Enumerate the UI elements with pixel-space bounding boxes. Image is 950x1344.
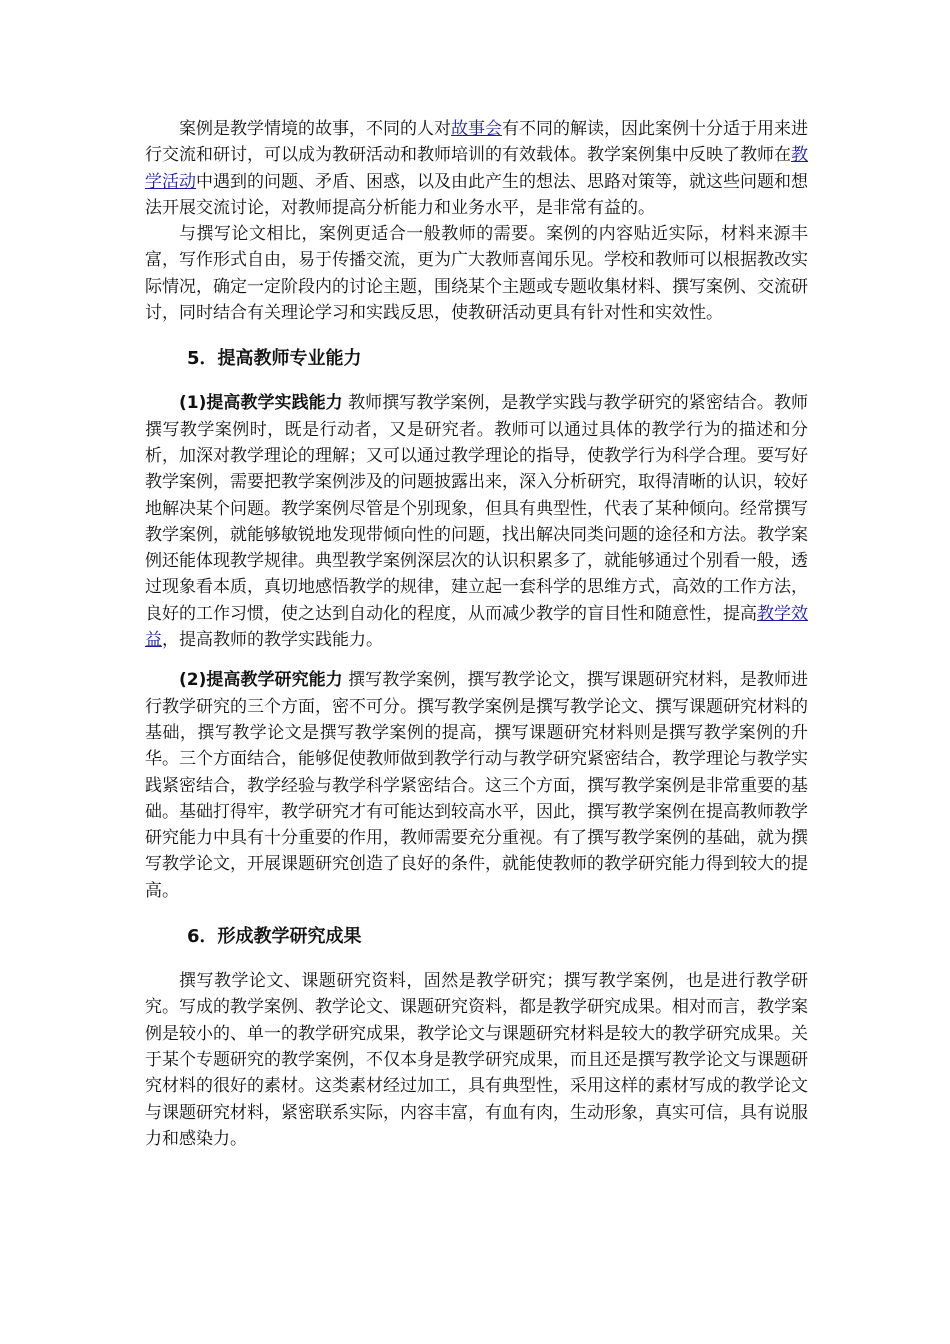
link-teaching-benefit[interactable]: 教学效益 [145,603,808,651]
link-teaching-activity[interactable]: 教学活动 [145,145,808,192]
paragraph-intro: 案例是教学情境的故事，不同的人对故事会有不同的解读，因此案例十分适于用来进行交流和研讨，可以成为教研活动和教师培训的有效载体。教学案例集中反映了教师在教学活动中遇到的问题、矛盾、困惑，以及由此产生的想法、思路对策等，就这些问题和想法开展交流讨论，对教师提高分析能力和业务水平，是非常有益的。 [145,119,808,218]
section-heading-5: 5．提高教师专业能力 [187,348,362,370]
paragraph-research-results: 撰写教学论文、课题研究资料，固然是教学研究；撰写教学案例，也是进行教学研究。写成的教学案例、教学论文、课题研究资料，都是教学研究成果。相对而言，教学案例是较小的、单一的教学研究成果，教学论文与课题研究材料是较大的教学研究成果。关于某个专题研究的教学案例，不仅本身是教学研究成果，而且还是撰写教学论文与课题研究材料的很好的素材。这类素材经过加工，具有典型性，采用这样的素材写成的教学论文与课题研究材料，紧密联系实际，内容丰富，有血有肉，生动形象，真实可信，具有说服力和感染力。 [145,971,808,1149]
section-heading-6: 6．形成教学研究成果 [187,926,362,948]
document-page [145,116,808,1152]
link-story-club[interactable]: 故事会 [451,119,502,139]
subheading-research: (2)提高教学研究能力 [179,670,343,691]
paragraph-comparison: 与撰写论文相比，案例更适合一般教师的需要。案例的内容贴近实际，材料来源丰富，写作形式自由，易于传播交流，更为广大教师喜闻乐见。学校和教师可以根据教改实际情况，确定一定阶段内的讨论主题，围绕某个主题或专题收集材料、撰写案例、交流研讨，同时结合有关理论学习和实践反思，使教研活动更具有针对性和实效性。 [145,224,808,324]
paragraph-practice-ability: (1)提高教学实践能力 教师撰写教学案例，是教学实践与教学研究的紧密结合。教师撰写教学案例时，既是行动者，又是研究者。教师可以通过具体的教学行为的描述和分析，加深对教学理论的理解；又可以通过教学理论的指导，使教学行为科学合理。要写好教学案例，需要把教学案例涉及的问题披露出来，深入分析研究，取得清晰的认识，较好地解决某个问题。教学案例尽管是个别现象，但具有典型性，代表了某种倾向。经常撰写教学案例，就能够敏锐地发现带倾向性的问题，找出解决同类问题的途径和方法。教学案例还能体现教学规律。典型教学案例深层次的认识积累多了，就能够通过个别看一般，透过现象看本质，真切地感悟教学的规律，建立起一套科学的思维方式，高效的工作方法，良好的工作习惯，使之达到自动化的程度，从而减少教学的盲目性和随意性，提高教学效益，提高教师的教学实践能力。 [145,393,809,651]
subheading-practice: (1)提高教学实践能力 [179,393,343,414]
paragraph-research-ability: (2)提高教学研究能力 撰写教学案例，撰写教学论文，撰写课题研究材料，是教师进行教学研究的三个方面，密不可分。撰写教学案例是撰写教学论文、撰写课题研究材料的基础，撰写教学论文是撰写教学案例的提高，撰写课题研究材料则是撰写教学案例的升华。三个方面结合，能够促使教师做到教学行动与教学研究紧密结合，教学理论与教学实践紧密结合，教学经验与教学科学紧密结合。这三个方面，撰写教学案例是非常重要的基础。基础打得牢，教学研究才有可能达到较高水平，因此，撰写教学案例在提高教师教学研究能力中具有十分重要的作用，教师需要充分重视。有了撰写教学案例的基础，就为撰写教学论文，开展课题研究创造了良好的条件，就能使教师的教学研究能力得到较大的提高。 [145,670,809,901]
